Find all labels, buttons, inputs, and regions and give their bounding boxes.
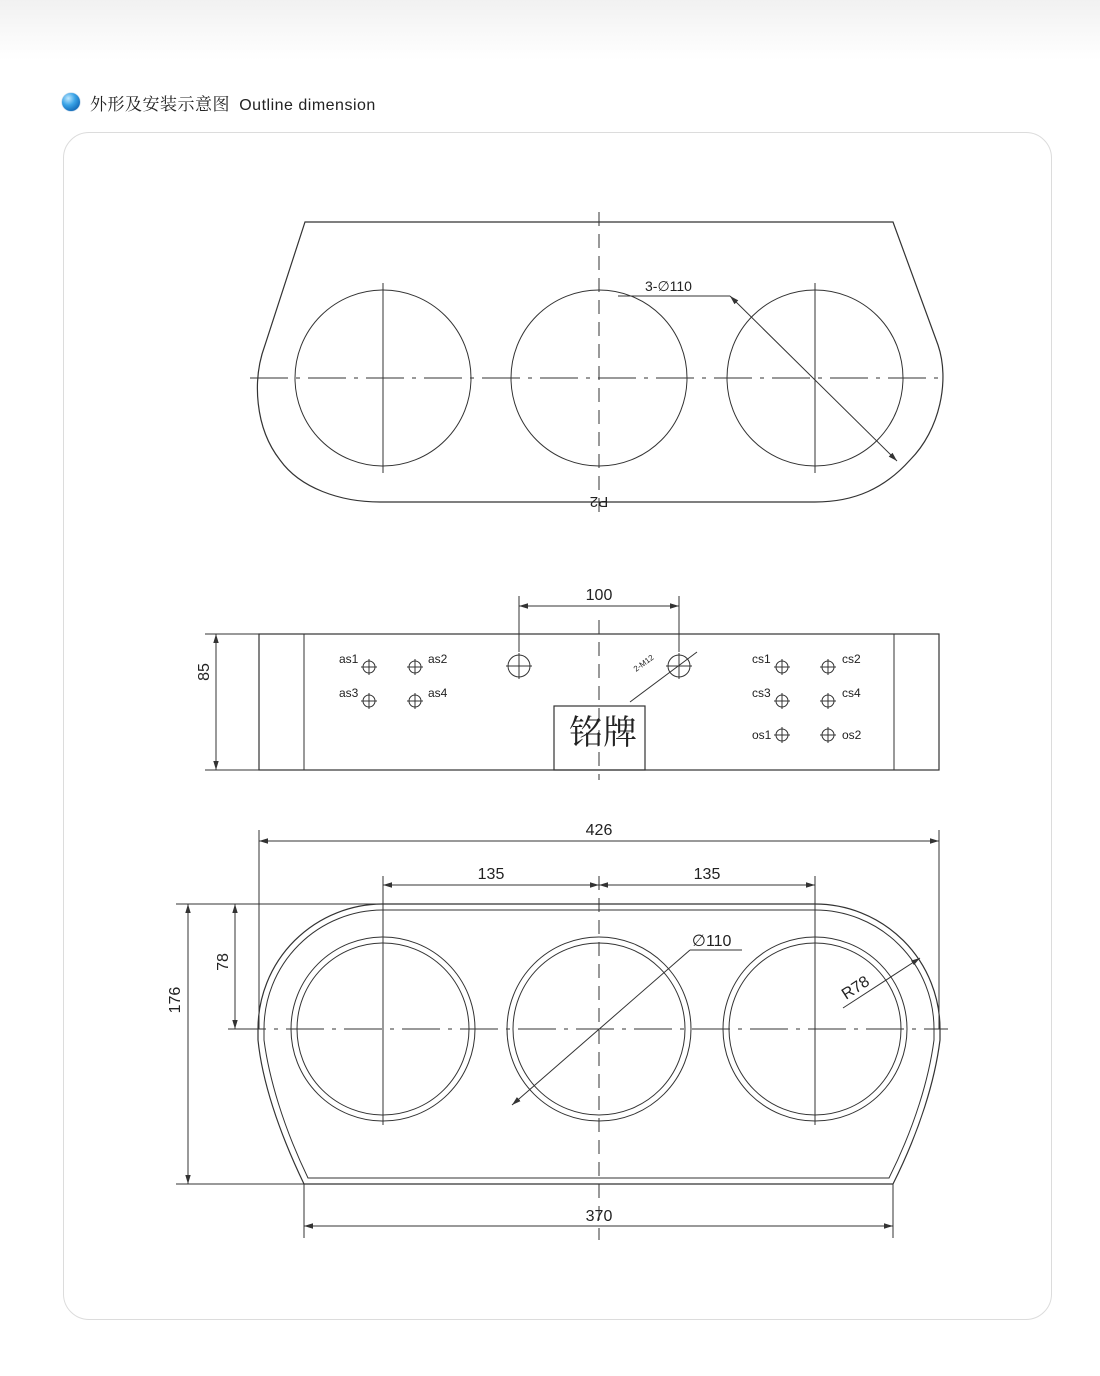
- title-cn: 外形及安装示意图: [90, 94, 230, 114]
- terminal-group-right: [752, 652, 862, 743]
- dim-height-total: 176: [167, 986, 184, 1014]
- top-view: [250, 212, 945, 512]
- nameplate-label: 铭牌: [569, 714, 637, 752]
- dim-height-half: 78: [215, 953, 232, 971]
- dim-hole-dia: ∅110: [692, 933, 732, 950]
- terminal-as1: [339, 652, 377, 675]
- screw-label: 2-M12: [631, 653, 656, 674]
- terminal-cs1: [752, 652, 790, 675]
- terminal-os1: [752, 727, 790, 743]
- terminal-os1-label: os1: [752, 728, 772, 742]
- side-dim-height: 85: [196, 663, 213, 681]
- terminal-as4: [407, 686, 448, 709]
- top-view-outline: [257, 222, 943, 502]
- terminal-as3: [339, 686, 377, 709]
- dim-radius: R78: [838, 973, 873, 1004]
- callout-leader-diagonal: [730, 296, 897, 461]
- side-view: [196, 587, 939, 780]
- terminal-cs3: [752, 686, 790, 709]
- dim-base-width: 370: [585, 1208, 613, 1225]
- terminal-cs2-label: cs2: [842, 652, 861, 666]
- terminal-as2: [407, 652, 448, 675]
- dim-right-pitch: 135: [693, 866, 721, 883]
- bottom-view: [167, 822, 948, 1240]
- terminal-as2-label: as2: [428, 652, 448, 666]
- terminal-cs1-label: cs1: [752, 652, 771, 666]
- terminal-cs3-label: cs3: [752, 686, 771, 700]
- terminal-cs4-label: cs4: [842, 686, 861, 700]
- top-hole-callout: 3-∅110: [645, 278, 692, 294]
- terminal-group-left: [339, 652, 448, 709]
- terminal-cs4: [820, 686, 861, 709]
- dim-left-pitch: 135: [477, 866, 505, 883]
- dim-dia-leader: [512, 950, 690, 1105]
- side-dim-spacing: 100: [585, 587, 613, 604]
- terminal-as1-label: as1: [339, 652, 359, 666]
- terminal-os2: [820, 727, 862, 743]
- top-marking-p2: P2: [589, 493, 609, 510]
- dim-total-width: 426: [585, 822, 613, 839]
- terminal-as4-label: as4: [428, 686, 448, 700]
- terminal-cs2: [820, 652, 861, 675]
- terminal-os2-label: os2: [842, 728, 862, 742]
- title-en: Outline dimension: [239, 96, 376, 114]
- terminal-as3-label: as3: [339, 686, 359, 700]
